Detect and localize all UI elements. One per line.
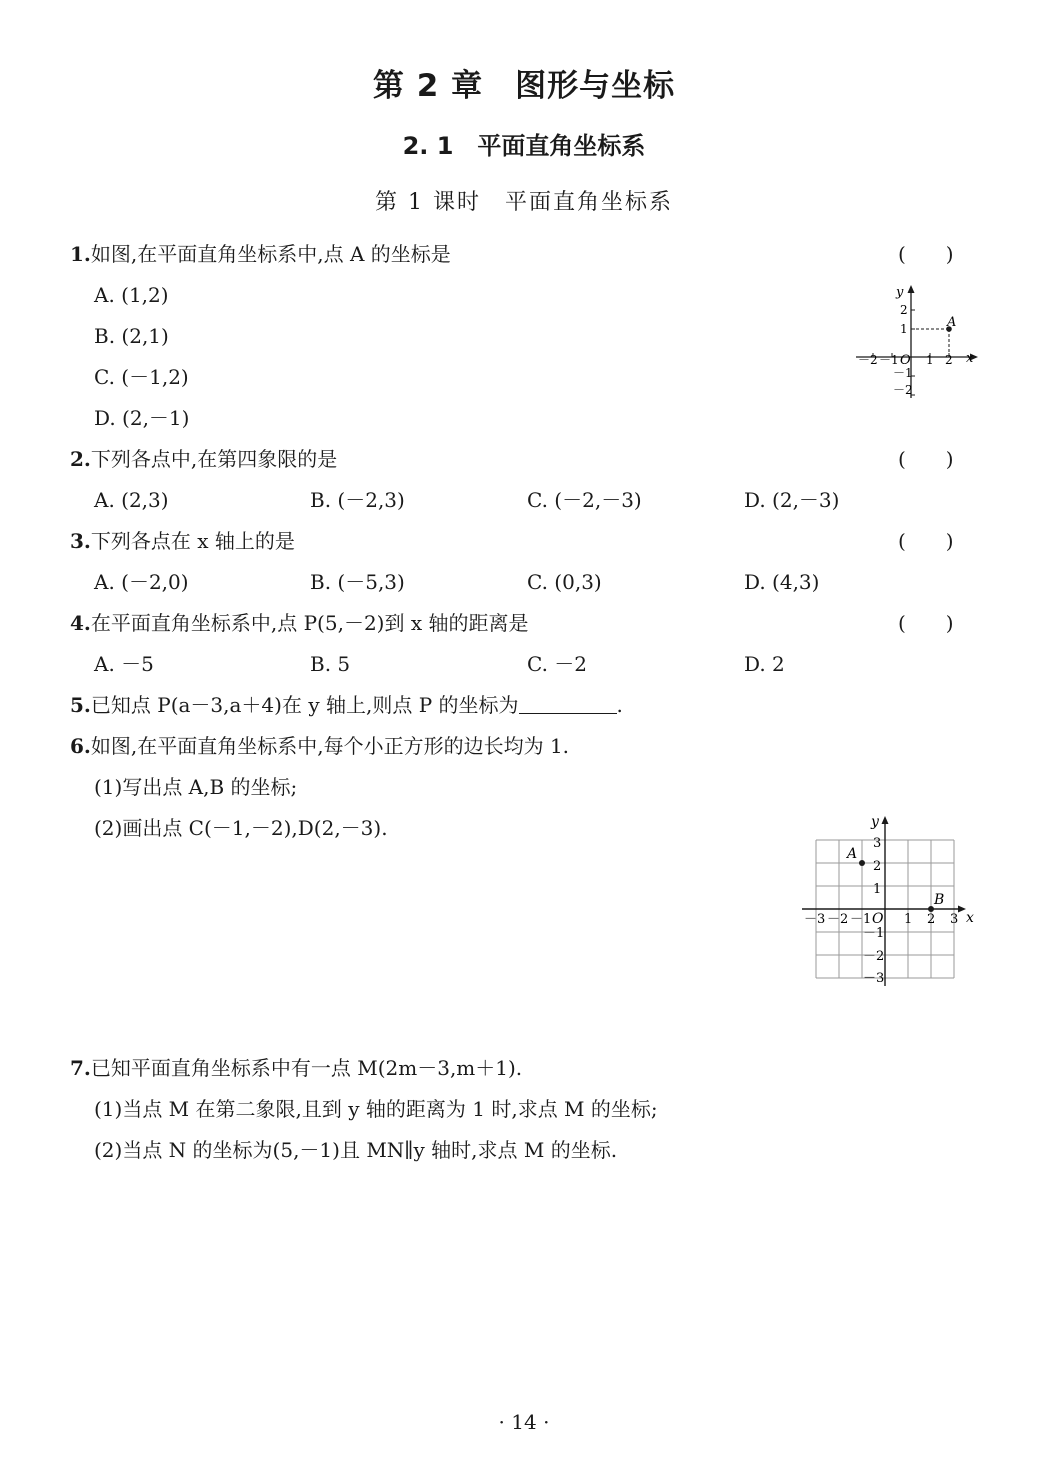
x-tick-label: 2	[945, 353, 953, 367]
answer-bracket: ( )	[898, 447, 954, 471]
answer-blank[interactable]	[519, 693, 617, 714]
question-number: 5.	[70, 693, 91, 717]
y-axis-label: y	[896, 285, 904, 300]
question-text: 如图,在平面直角坐标系中,点 A 的坐标是	[90, 242, 451, 266]
lesson-title: 第 1 课时 平面直角坐标系	[375, 190, 673, 215]
sentence-end: .	[616, 693, 623, 717]
y-tick-label: 2	[873, 859, 882, 874]
y-tick-label: －1	[863, 926, 885, 941]
y-tick-label: －1	[893, 366, 913, 380]
chapter-title: 第 2 章 图形与坐标	[372, 68, 676, 104]
answer-bracket: ( )	[898, 529, 954, 553]
question-7-stem	[70, 1054, 522, 1082]
origin-label: O	[900, 353, 911, 368]
question-number: 1.	[70, 242, 91, 266]
question-text: 已知平面直角坐标系中有一点 M(2m－3,m＋1).	[90, 1056, 523, 1080]
question-number: 6.	[70, 734, 91, 758]
y-tick-label: 2	[900, 303, 908, 317]
question-text: 在平面直角坐标系中,点 P(5,－2)到 x 轴的距离是	[90, 611, 529, 635]
x-tick-label: －3	[804, 912, 826, 927]
x-axis-label: x	[966, 910, 974, 926]
option-a: A. －5	[94, 652, 154, 676]
y-tick-label: 1	[900, 322, 908, 336]
point-a-marker	[859, 860, 865, 866]
question-text: 如图,在平面直角坐标系中,每个小正方形的边长均为 1.	[90, 734, 570, 758]
x-tick-label: －1	[879, 353, 899, 367]
y-tick-label: 3	[873, 836, 882, 851]
x-tick-label: －2	[858, 353, 878, 367]
option-a: A. (2,3)	[94, 488, 169, 512]
origin-label: O	[872, 911, 884, 927]
option-a: A. (－2,0)	[94, 570, 189, 594]
question-text: 下列各点中,在第四象限的是	[90, 447, 338, 471]
question-text: 已知点 P(a－3,a＋4)在 y 轴上,则点 P 的坐标为	[90, 693, 519, 717]
answer-bracket: ( )	[898, 242, 954, 266]
point-b-label: B	[934, 892, 945, 908]
option-b: B. (2,1)	[94, 324, 169, 348]
answer-bracket: ( )	[898, 611, 954, 635]
y-tick-label: －2	[863, 949, 885, 964]
y-tick-label: －3	[863, 971, 885, 986]
x-tick-label: 1	[926, 353, 934, 367]
question-number: 2.	[70, 447, 91, 471]
x-tick-label: －1	[850, 912, 872, 927]
option-d: D. (2,－3)	[744, 488, 840, 512]
option-d: D. (2,－1)	[94, 406, 190, 430]
option-b: B. (－2,3)	[310, 488, 405, 512]
page-number: · 14 ·	[498, 1410, 550, 1434]
option-c: C. (－1,2)	[94, 365, 189, 389]
y-axis-label: y	[871, 814, 879, 830]
option-c: C. (0,3)	[527, 570, 602, 594]
question-6-part-1: (1)写出点 A,B 的坐标;	[94, 775, 298, 799]
question-text: 下列各点在 x 轴上的是	[90, 529, 295, 553]
y-tick-label: －2	[893, 383, 913, 397]
x-axis-label: x	[966, 351, 974, 366]
option-c: C. (－2,－3)	[527, 488, 642, 512]
question-number: 3.	[70, 529, 91, 553]
option-d: D. (4,3)	[744, 570, 820, 594]
option-c: C. －2	[527, 652, 588, 676]
question-2-stem	[70, 445, 337, 473]
question-7-part-2: (2)当点 N 的坐标为(5,－1)且 MN∥y 轴时,求点 M 的坐标.	[94, 1138, 618, 1162]
option-b: B. (－5,3)	[310, 570, 405, 594]
figure-1-coordinate-plane	[850, 278, 985, 403]
question-6-stem	[70, 732, 569, 760]
question-7-part-1: (1)当点 M 在第二象限,且到 y 轴的距离为 1 时,求点 M 的坐标;	[94, 1097, 658, 1121]
question-number: 4.	[70, 611, 91, 635]
x-tick-label: 2	[927, 912, 936, 927]
question-number: 7.	[70, 1056, 91, 1080]
question-1-stem	[70, 240, 451, 268]
x-tick-label: 3	[950, 912, 959, 927]
question-6-part-2: (2)画出点 C(－1,－2),D(2,－3).	[94, 816, 388, 840]
section-title: 2. 1 平面直角坐标系	[402, 132, 646, 160]
question-3-stem	[70, 527, 295, 555]
question-4-stem	[70, 609, 528, 637]
option-a: A. (1,2)	[94, 283, 169, 307]
x-tick-label: －2	[827, 912, 849, 927]
option-b: B. 5	[310, 652, 351, 676]
y-tick-label: 1	[873, 882, 882, 897]
point-a-label: A	[947, 315, 957, 330]
option-d: D. 2	[744, 652, 785, 676]
question-5-stem	[70, 691, 623, 719]
figure-2-coordinate-grid	[800, 810, 978, 988]
x-tick-label: 1	[904, 912, 913, 927]
point-a-label: A	[847, 846, 858, 862]
